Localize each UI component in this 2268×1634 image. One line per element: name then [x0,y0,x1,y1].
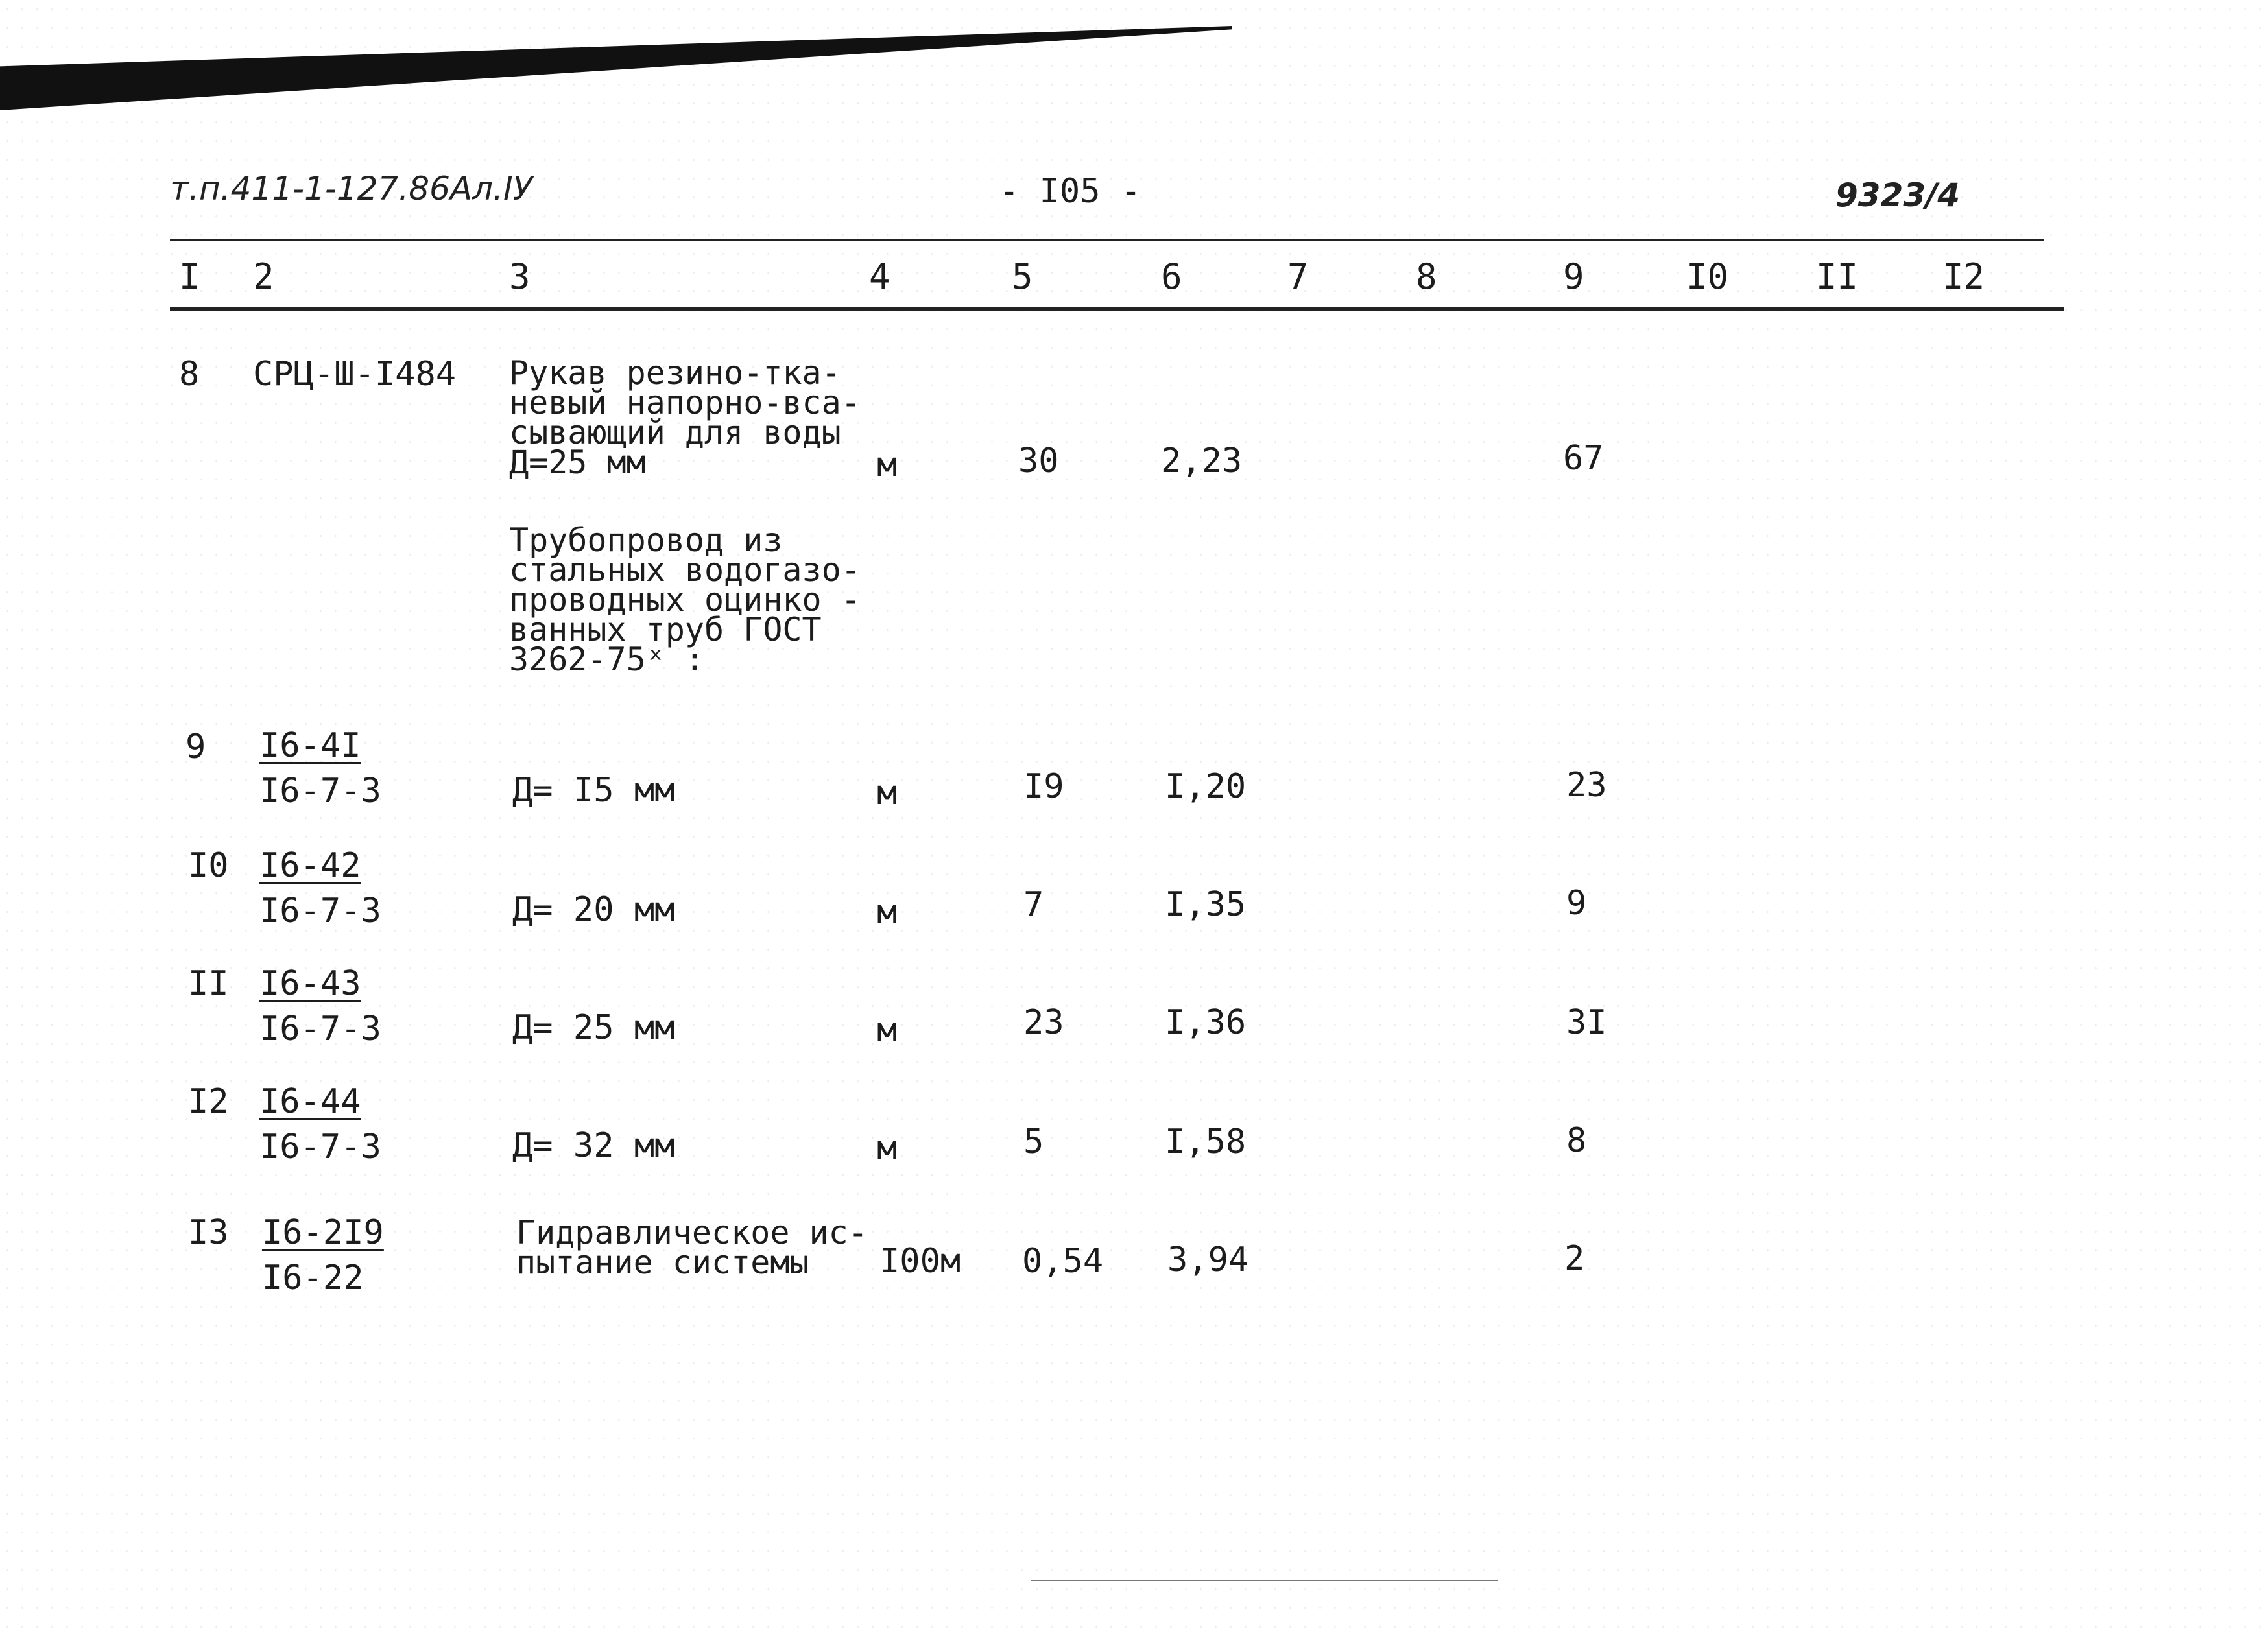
row-description: Д= 32 мм [512,1126,675,1165]
doc-code: т.п.411-1-127.86Ал.IУ [170,170,533,207]
row-total: 8 [1566,1121,1587,1160]
col-header-4: 4 [869,256,890,297]
row-code-bottom: I6-7-3 [259,1128,381,1166]
row-code [259,961,381,1052]
row-unit: м [877,445,898,484]
row-quantity: 23 [1023,1003,1064,1042]
row-description: Д= 20 мм [512,890,675,929]
row-unit: м [877,893,898,932]
col-header-1: I [179,256,200,297]
row-total: 23 [1566,766,1607,805]
col-header-8: 8 [1416,256,1437,297]
row-price: I,20 [1165,767,1247,806]
row-unit: м [877,774,898,812]
row-code-top: I6-42 [259,846,361,885]
col-header-9: 9 [1563,256,1584,297]
col-header-6: 6 [1161,256,1182,297]
scan-artifact-line [1031,1580,1498,1581]
col-header-5: 5 [1012,256,1033,297]
row-quantity: 0,54 [1022,1242,1104,1281]
row-code-top: I6-4I [259,726,361,765]
row-description: Рукав резино-тка- невый напорно-вса- сывающий для воды Д=25 мм [509,354,861,481]
row-price: 2,23 [1161,442,1243,480]
row-code [259,843,381,934]
row-total: 9 [1566,884,1587,923]
col-header-10: I0 [1686,256,1729,297]
row-code-bottom: I6-22 [262,1259,364,1297]
row-code [259,723,381,814]
row-code-bottom: I6-7-3 [259,892,381,930]
col-header-3: 3 [509,256,531,297]
row-price: I,58 [1165,1122,1247,1161]
row-description: Д= 25 мм [512,1008,675,1047]
row-code-top: I6-43 [259,964,361,1003]
row-number: I3 [188,1213,229,1252]
row-description: Гидравлическое ис- пытание системы [516,1214,868,1281]
row-quantity: 5 [1023,1122,1044,1161]
row-number: 8 [179,355,200,394]
row-price: I,36 [1165,1003,1247,1042]
row-number: I2 [188,1082,229,1121]
row-number: 9 [185,728,206,766]
section-description: Трубопровод из стальных водогазо- проводных оцинко - ванных труб ГОСТ 3262-75ˣ : [509,521,861,678]
sheet-number: 9323/4 [1835,176,1961,214]
row-code-top: I6-44 [259,1082,361,1121]
row-code-top: I6-2I9 [262,1213,384,1252]
row-total: 3I [1566,1003,1607,1042]
row-unit: м [877,1129,898,1168]
row-price: 3,94 [1167,1240,1249,1279]
row-quantity: 7 [1023,885,1044,924]
row-code: СРЦ-Ш-I484 [253,355,457,394]
header-rule-bottom [170,307,2064,311]
row-unit: м [877,1011,898,1050]
page-number: - I05 - [999,172,1141,211]
row-code-bottom: I6-7-3 [259,772,381,811]
col-header-11: II [1816,256,1859,297]
row-price: I,35 [1165,885,1247,924]
row-code [262,1210,384,1301]
col-header-7: 7 [1287,256,1309,297]
row-total: 67 [1563,439,1604,478]
row-unit: I00м [879,1242,961,1281]
row-code [259,1079,381,1170]
row-description: Д= I5 мм [512,771,675,810]
col-header-12: I2 [1942,256,1985,297]
row-quantity: I9 [1023,767,1064,806]
row-code-bottom: I6-7-3 [259,1010,381,1048]
col-header-2: 2 [253,256,274,297]
row-total: 2 [1564,1239,1585,1278]
header-rule-top [170,239,2044,241]
row-quantity: 30 [1018,442,1059,480]
row-number: II [188,964,229,1003]
row-number: I0 [188,846,229,885]
scan-artifact-bar [0,26,1232,110]
